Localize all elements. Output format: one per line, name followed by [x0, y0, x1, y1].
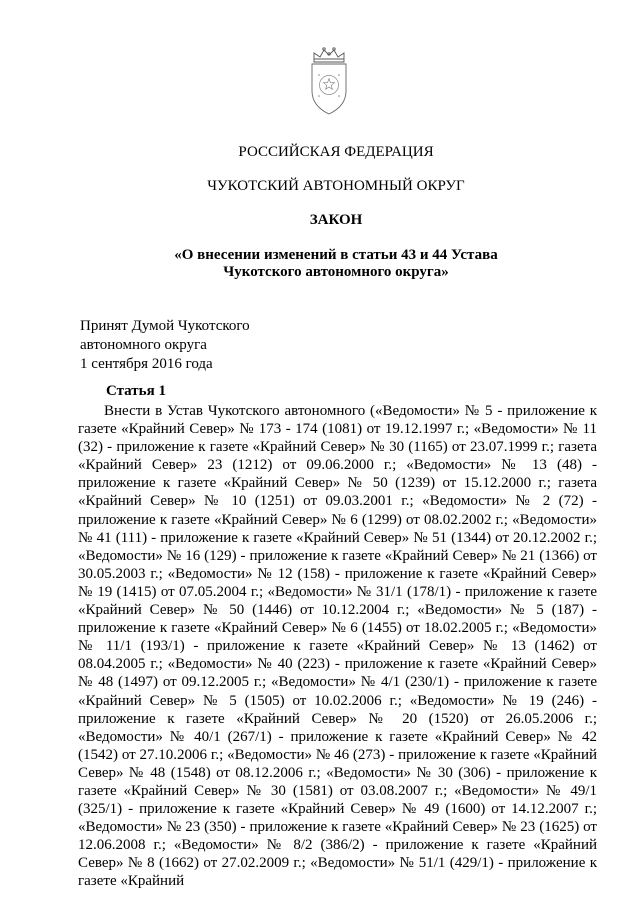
adoption-date: 1 сентября 2016 года	[80, 356, 213, 372]
country-heading: РОССИЙСКАЯ ФЕДЕРАЦИЯ	[238, 144, 434, 160]
law-title-line-2: Чукотского автономного округа»	[223, 264, 449, 280]
adoption-line-1: Принят Думой Чукотского	[80, 318, 250, 334]
article-1-title: Статья 1	[106, 383, 166, 399]
star-icon	[323, 79, 334, 90]
law-title-line-1: «О внесении изменений в статьи 43 и 44 Устава	[174, 247, 498, 263]
adoption-block	[80, 317, 250, 374]
shield-icon	[312, 64, 346, 114]
article-1-text: Внести в Устав Чукотского автономного («Ведомости» № 5 - приложение к газете «Крайний Север» № 173 - 174 (1081) от 19.12.1997 г.; «Ведомости» № 11 (32) - приложение к газете «Крайний Север» № 30 (1165) от 23.07.1999 г.; газета «Крайний Север» 23 (1212) от 09.06.2000 г.; «Ведомости» № 13 (48) - приложение к газете «Крайний Север» № 50 (1239) от 15.12.2000 г.; газета «Крайний Север» № 10 (1251) от 09.03.2001 г.; «Ведомости» № 2 (72) - приложение к газете «Крайний Север» № 6 (1299) от 08.02.2002 г.; «Ведомости» № 41 (111) - приложение к газете «Крайний Север» № 51 (1344) от 20.12.2002 г.; «Ведомости» № 16 (129) - приложение к газете «Крайний Север» № 21 (1366) от 30.05.2003 г.; «Ведомости» № 12 (158) - приложение к газете «Крайний Север» № 19 (1415) от 07.05.2004 г.; «Ведомости» № 31/1 (178/1) - приложение к газете «Крайний Север» № 50 (1446) от 10.12.2004 г.; «Ведомости» № 5 (187) - приложение к газете «Крайний Север» № 6 (1455) от 18.02.2005 г.; «Ведомости» № 11/1 (193/1) - приложение к газете «Крайний Север» № 13 (1462) от 08.04.2005 г.; «Ведомости» № 40 (223) - приложение к газете «Крайний Север» № 48 (1497) от 09.12.2005 г.; «Ведомости» № 4/1 (230/1) - приложение к газете «Крайний Север» № 5 (1505) от 10.02.2006 г.; «Ведомости» № 19 (246) - приложение к газете «Крайний Север» № 20 (1520) от 26.05.2006 г.; «Ведомости» № 40/1 (267/1) - приложение к газете «Крайний Север» № 42 (1542) от 27.10.2006 г.; «Ведомости» № 46 (273) - приложение к газете «Крайний Север» № 48 (1548) от 08.12.2006 г.; «Ведомости» № 30 (306) - приложение к газете «Крайний Север» № 30 (1581) от 03.08.2007 г.; «Ведомости» № 49/1 (325/1) - приложение к газете «Крайний Север» № 49 (1600) от 14.12.2007 г.; «Ведомости» № 23 (350) - приложение к газете «Крайний Север» № 23 (1625) от 12.06.2008 г.; «Ведомости» № 8/2 (386/2) - приложение к газете «Крайний Север» № 8 (1662) от 27.02.2009 г.; «Ведомости» № 51/1 (429/1) - приложение к газете «Крайний	[78, 403, 597, 890]
doc-type-heading: ЗАКОН	[309, 212, 363, 228]
adoption-line-2: автономного округа	[80, 337, 207, 353]
crown-icon	[314, 48, 344, 62]
coat-of-arms-emblem	[301, 46, 357, 116]
region-heading: ЧУКОТСКИЙ АВТОНОМНЫЙ ОКРУГ	[207, 178, 465, 194]
